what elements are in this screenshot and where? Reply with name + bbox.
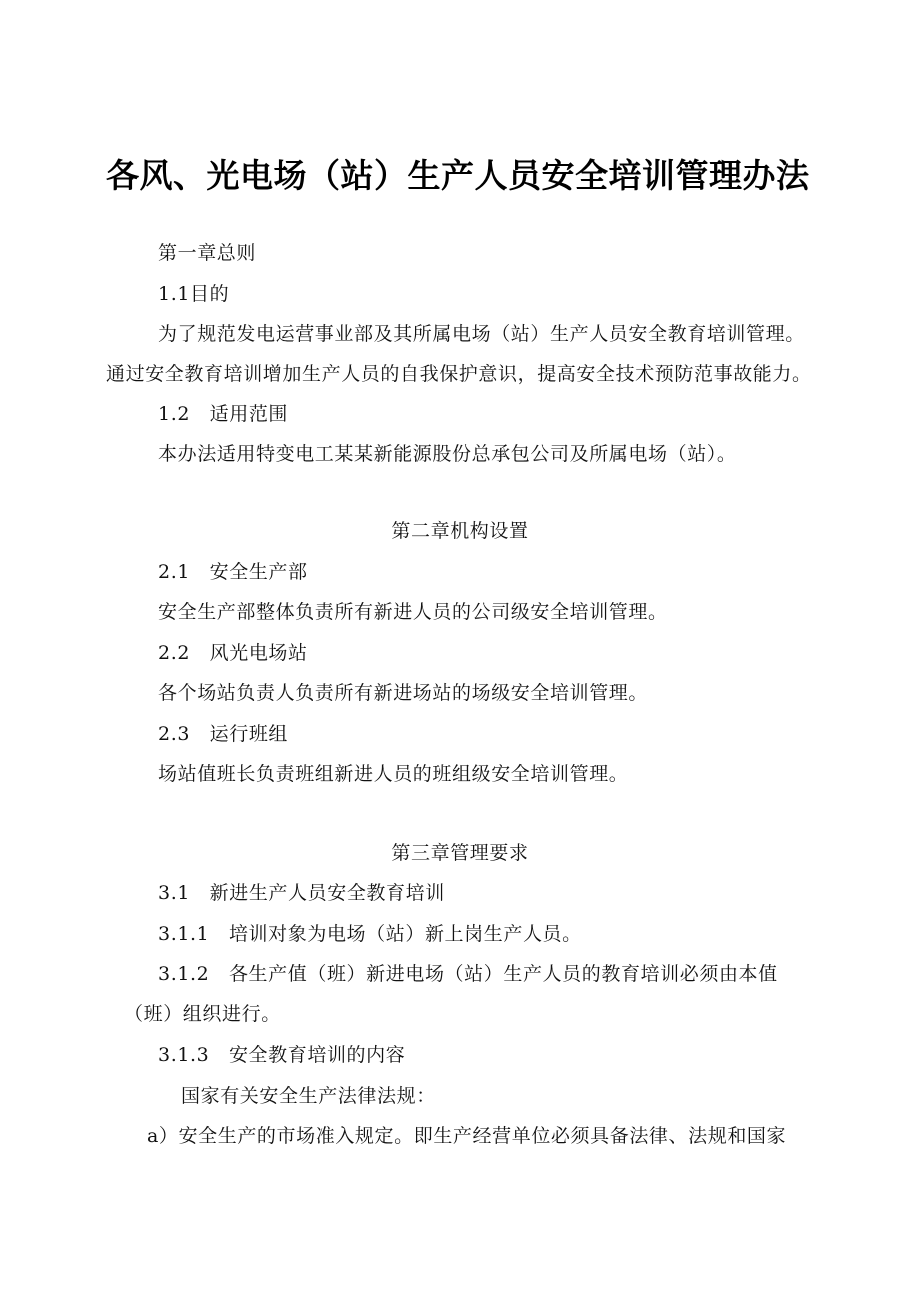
document-title: 各风、光电场（站）生产人员安全培训管理办法 (106, 156, 810, 195)
section-2-3-heading: 2.3 运行班组 (158, 723, 289, 745)
paragraph-laws: 国家有关安全生产法律法规： (181, 1085, 436, 1107)
section-3-1-2-line-2: （班）组织进行。 (124, 1003, 281, 1025)
chapter-3-heading: 第三章管理要求 (391, 842, 529, 864)
section-3-1-1: 3.1.1 培训对象为电场（站）新上岗生产人员。 (158, 923, 582, 945)
paragraph-purpose-line-2: 通过安全教育培训增加生产人员的自我保护意识，提高安全技术预防范事故能力。 (106, 363, 812, 385)
paragraph-2-2: 各个场站负责人负责所有新进场站的场级安全培训管理。 (158, 682, 649, 704)
chapter-2-heading: 第二章机构设置 (391, 520, 529, 542)
paragraph-purpose-line-1: 为了规范发电运营事业部及其所属电场（站）生产人员安全教育培训管理。 (158, 323, 805, 345)
section-2-2-heading: 2.2 风光电场站 (158, 642, 308, 664)
list-item-a: a）安全生产的市场准入规定。即生产经营单位必须具备法律、法规和国家 (147, 1125, 787, 1147)
section-1-2-heading: 1.2 适用范围 (158, 403, 289, 425)
paragraph-2-3: 场站值班长负责班组新进人员的班组级安全培训管理。 (158, 763, 629, 785)
paragraph-scope: 本办法适用特变电工某某新能源股份总承包公司及所属电场（站）。 (158, 443, 737, 465)
section-3-1-2-line-1: 3.1.2 各生产值（班）新进电场（站）生产人员的教育培训必须由本值 (158, 963, 778, 985)
section-2-1-heading: 2.1 安全生产部 (158, 561, 308, 583)
section-3-1-3-heading: 3.1.3 安全教育培训的内容 (158, 1044, 406, 1066)
chapter-1-heading: 第一章总则 (158, 242, 257, 264)
section-1-1-heading: 1.1目的 (158, 283, 230, 305)
section-3-1-heading: 3.1 新进生产人员安全教育培训 (158, 882, 445, 904)
paragraph-2-1: 安全生产部整体负责所有新进人员的公司级安全培训管理。 (158, 601, 668, 623)
